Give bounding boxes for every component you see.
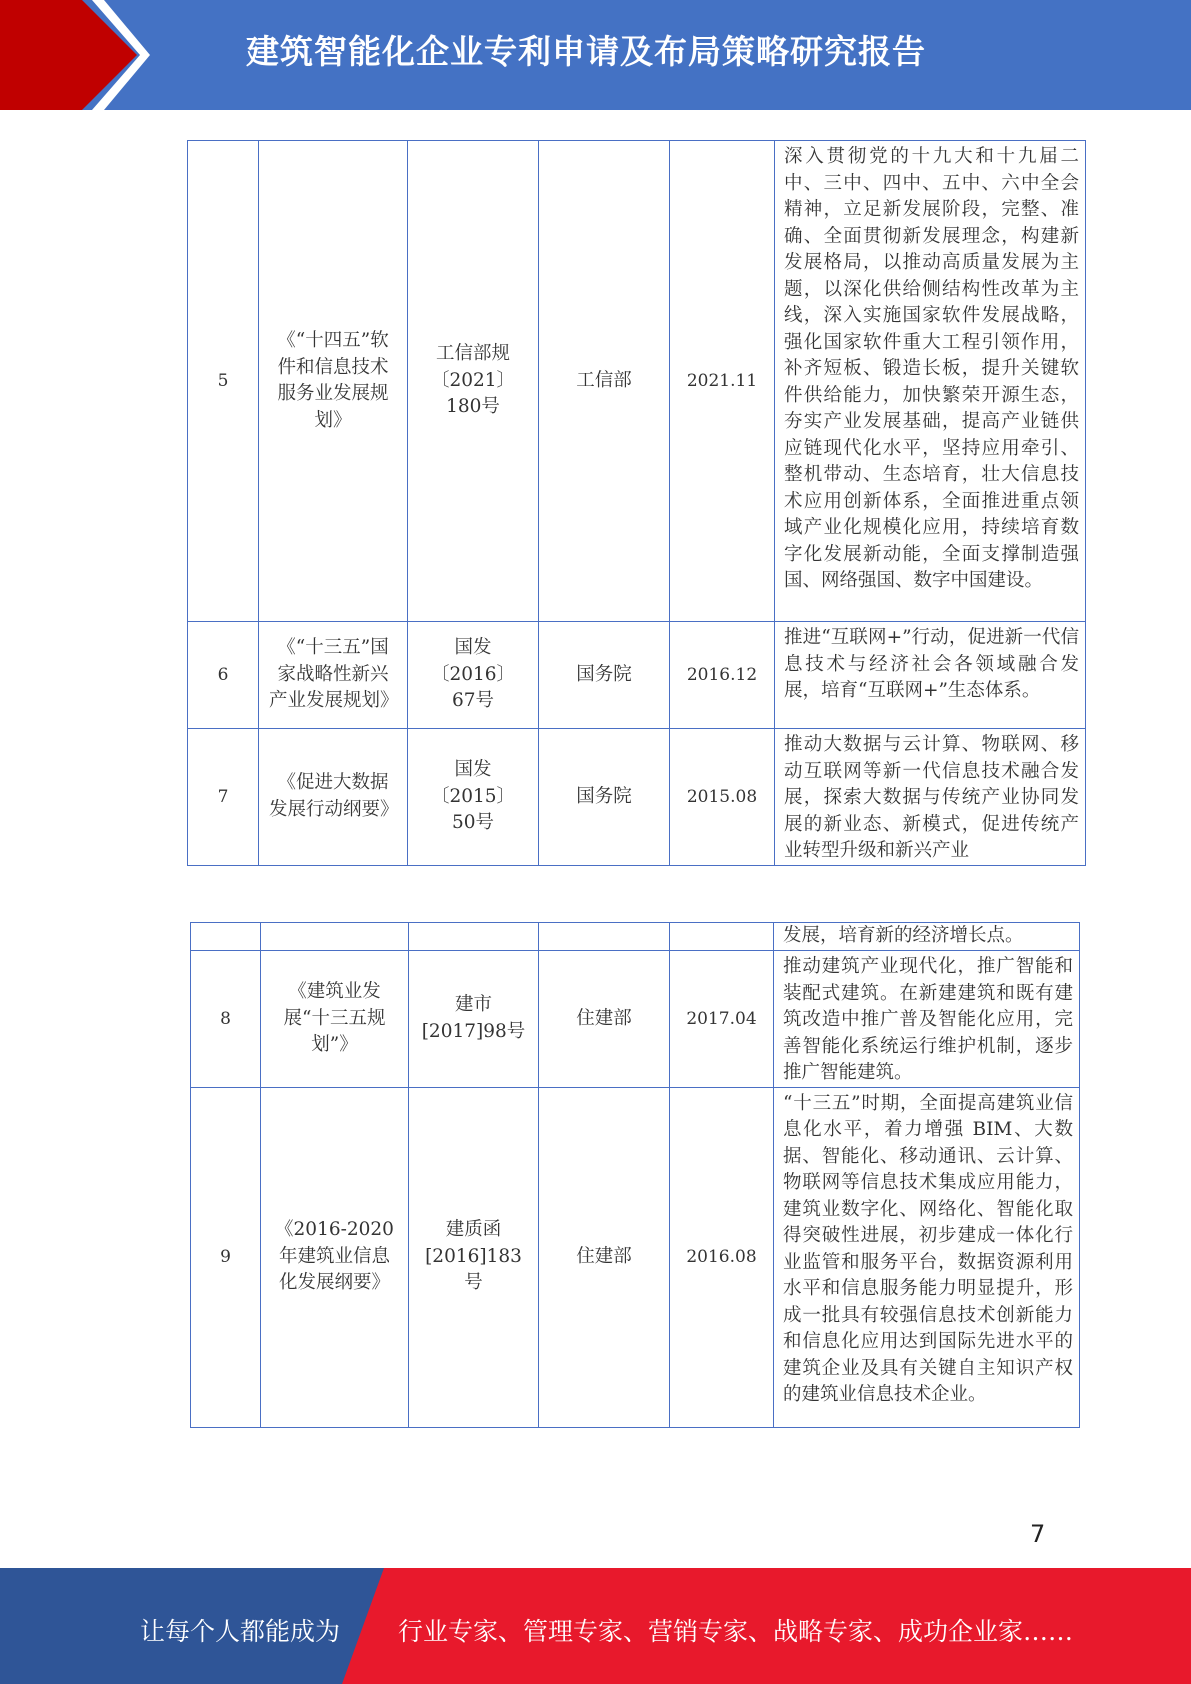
table-row [188, 622, 1086, 729]
policy-content: “十三五”时期，全面提高建筑业信息化水平，着力增强 BIM、大数据、智能化、移动通讯、云计算、物联网等信息技术集成应用能力，建筑业数字化、网络化、智能化取得突破性进展，初步建成一体化行业监管和服务平台，数据资源利用水平和信息服务能力明显提升，形成一批具有较强信息技术创新能力和信息化应用达到国际先进水平的建筑企业及具有关键自主知识产权的建筑业信息技术企业。 [774, 1087, 1080, 1427]
issuing-body: 国务院 [539, 729, 670, 866]
row-number: 9 [191, 1087, 261, 1427]
footer-slogan: 让每个人都能成为 [140, 1617, 341, 1646]
row-number: 6 [188, 622, 259, 729]
issuing-body: 国务院 [539, 622, 670, 729]
policy-name: 《“十三五”国家战略性新兴产业发展规划》 [259, 622, 408, 729]
policy-content: 深入贯彻党的十九大和十九届二中、三中、四中、五中、六中全会精神，立足新发展阶段，完整、准确、全面贯彻新发展理念，构建新发展格局，以推动高质量发展为主题，以深化供给侧结构性改革为主线，深入实施国家软件发展战略，强化国家软件重大工程引领作用，补齐短板、锻造长板，提升关键软件供给能力，加快繁荣开源生态，夯实产业发展基础，提高产业链供应链现代化水平，坚持应用牵引、整机带动、生态培育，壮大信息技术应用创新体系，全面推进重点领域产业化规模化应用，持续培育数字化发展新动能，全面支撑制造强国、网络强国、数字中国建设。 [775, 141, 1086, 622]
row-number: 8 [191, 951, 261, 1088]
footer-tagline: 行业专家、管理专家、营销专家、战略专家、成功企业家…… [398, 1617, 1074, 1646]
issue-date: 2016.08 [670, 1087, 774, 1427]
row-number: 5 [188, 141, 259, 622]
document-number: 国发〔2016〕67号 [408, 622, 539, 729]
table-row [191, 1087, 1080, 1427]
policy-name: 《2016-2020年建筑业信息化发展纲要》 [261, 1087, 409, 1427]
issue-date: 2016.12 [670, 622, 775, 729]
issue-date: 2017.04 [670, 951, 774, 1088]
issuing-body: 住建部 [539, 1087, 670, 1427]
policy-content-continuation: 发展，培育新的经济增长点。 [774, 923, 1080, 951]
policy-name: 《促进大数据发展行动纲要》 [259, 729, 408, 866]
policy-name: 《建筑业发展“十三五规划”》 [261, 951, 409, 1088]
header-arrow-decoration [0, 0, 150, 110]
table-row [188, 729, 1086, 866]
page-header-band [0, 0, 1191, 110]
document-number: 建质函[2016]183号 [409, 1087, 539, 1427]
policy-name: 《“十四五”软件和信息技术服务业发展规划》 [259, 141, 408, 622]
issuing-body: 住建部 [539, 951, 670, 1088]
document-number: 工信部规〔2021〕180号 [408, 141, 539, 622]
report-title: 建筑智能化企业专利申请及布局策略研究报告 [246, 32, 926, 71]
issuing-body: 工信部 [539, 141, 670, 622]
document-number: 建市[2017]98号 [409, 951, 539, 1088]
table-row-continuation [191, 923, 1080, 951]
policy-content: 推进“互联网+”行动，促进新一代信息技术与经济社会各领域融合发展，培育“互联网+”生态体系。 [775, 622, 1086, 729]
page-number: 7 [1030, 1520, 1046, 1548]
document-number: 国发〔2015〕50号 [408, 729, 539, 866]
row-number: 7 [188, 729, 259, 866]
issue-date: 2015.08 [670, 729, 775, 866]
policy-table-part1 [187, 140, 1086, 866]
policy-content: 推动大数据与云计算、物联网、移动互联网等新一代信息技术融合发展，探索大数据与传统产业协同发展的新业态、新模式，促进传统产业转型升级和新兴产业 [775, 729, 1086, 866]
policy-content: 推动建筑产业现代化，推广智能和装配式建筑。在新建建筑和既有建筑改造中推广普及智能化应用，完善智能化系统运行维护机制，逐步推广智能建筑。 [774, 951, 1080, 1088]
policy-table-part2 [190, 922, 1080, 1428]
issue-date: 2021.11 [670, 141, 775, 622]
table-row [191, 951, 1080, 1088]
table-row [188, 141, 1086, 622]
